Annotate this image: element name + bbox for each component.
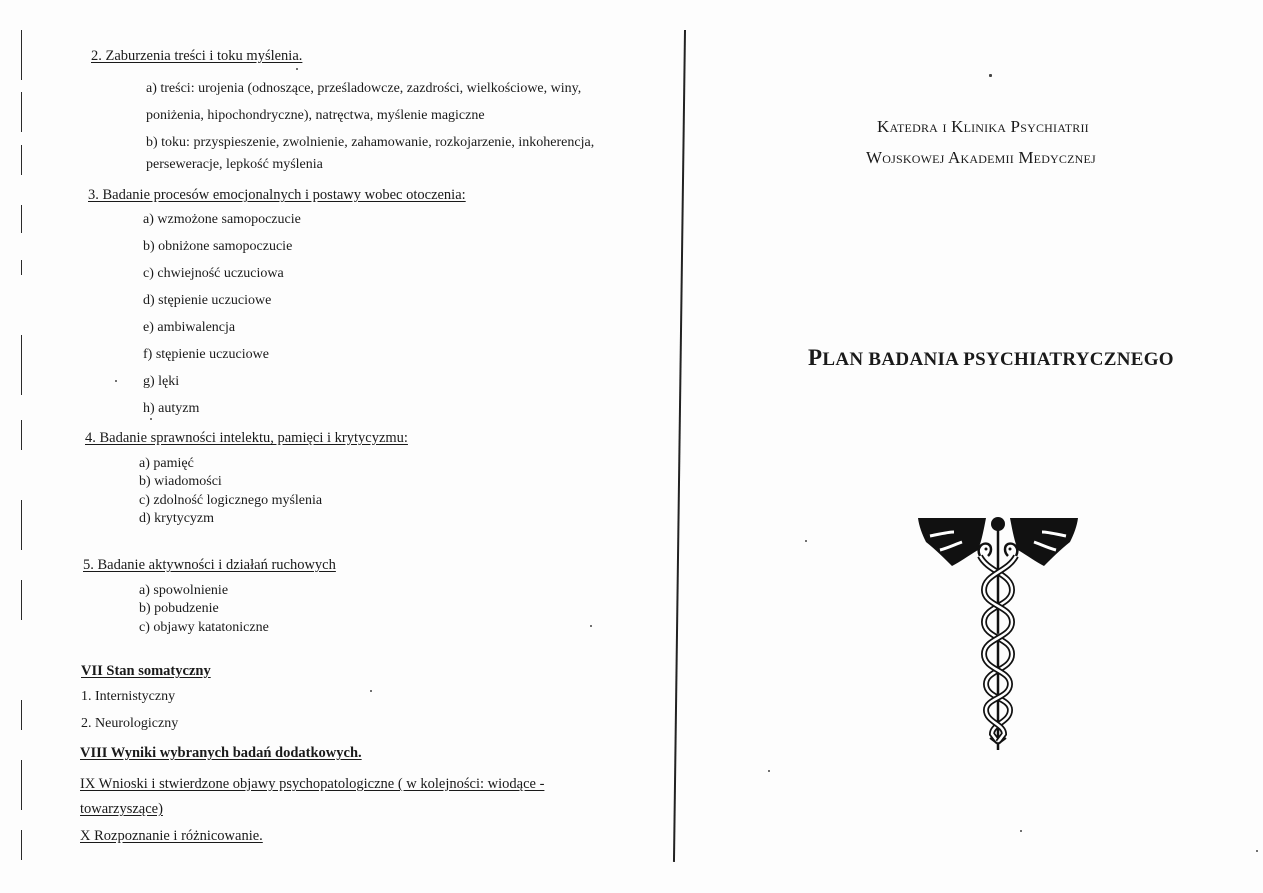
section-3-heading: 3. Badanie procesów emocjonalnych i postawy wobec otoczenia: [88, 187, 466, 203]
section-8-heading: VIII Wyniki wybranych badań dodatkowych. [80, 745, 362, 761]
section-5-item: c) objawy katatoniczne [139, 620, 269, 635]
institution-line-2: Wojskowej Akademii Medycznej [866, 148, 1096, 167]
scan-speck [370, 690, 372, 692]
scan-speck [1020, 830, 1022, 832]
institution-line-1: Katedra i Klinika Psychiatrii [877, 117, 1089, 136]
right-page-cover [690, 0, 1263, 893]
caduceus-icon [916, 512, 1080, 752]
section-2-item-a-line2: poniżenia, hipochondryczne), natręctwa, myślenie magiczne [146, 108, 485, 123]
scan-speck [590, 625, 592, 627]
section-3-item: e) ambiwalencja [143, 320, 236, 335]
section-2-item-a-line1: a) treści: urojenia (odnoszące, prześladowcze, zazdrości, wielkościowe, winy, [146, 81, 582, 96]
scan-speck [997, 633, 999, 635]
section-3-item: f) stępienie uczuciowe [143, 347, 269, 362]
section-4-item: c) zdolność logicznego myślenia [139, 493, 323, 508]
section-5-item: a) spowolnienie [139, 583, 229, 598]
scan-speck [150, 418, 152, 420]
section-5-heading: 5. Badanie aktywności i działań ruchowych [83, 557, 336, 573]
scan-speck [768, 770, 770, 772]
section-7-item: 2. Neurologiczny [81, 716, 179, 731]
scan-speck [1256, 850, 1258, 852]
section-7-heading: VII Stan somatyczny [81, 663, 211, 679]
scan-speck [115, 380, 117, 382]
section-10-heading: X Rozpoznanie i różnicowanie. [80, 828, 263, 844]
document-title [808, 345, 1174, 371]
section-9-heading-line2: towarzyszące) [80, 801, 163, 817]
section-4-item: a) pamięć [139, 456, 194, 471]
section-3-item: c) chwiejność uczuciowa [143, 266, 284, 281]
scan-speck [296, 68, 298, 70]
section-3-item: h) autyzm [143, 401, 200, 416]
section-2-item-b-line1: b) toku: przyspieszenie, zwolnienie, zahamowanie, rozkojarzenie, inkoherencja, [146, 135, 595, 150]
section-3-item: b) obniżone samopoczucie [143, 239, 293, 254]
section-3-item: a) wzmożone samopoczucie [143, 212, 301, 227]
title-initial: P [808, 345, 823, 370]
scan-speck [805, 540, 807, 542]
section-9-heading-line1: IX Wnioski i stwierdzone objawy psychopatologiczne ( w kolejności: wiodące - [80, 776, 545, 792]
section-4-item: d) krytycyzm [139, 511, 215, 526]
section-3-item: g) lęki [143, 374, 180, 389]
section-7-item: 1. Internistyczny [81, 689, 176, 704]
section-4-heading: 4. Badanie sprawności intelektu, pamięci i krytycyzmu: [85, 430, 408, 446]
section-5-item: b) pobudzenie [139, 601, 219, 616]
title-rest: LAN BADANIA PSYCHIATRYCZNEGO [822, 349, 1174, 370]
scan-speck [989, 74, 992, 77]
section-4-item: b) wiadomości [139, 474, 222, 489]
section-2-item-b-line2: perseweracje, lepkość myślenia [146, 157, 323, 172]
section-3-item: d) stępienie uczuciowe [143, 293, 272, 308]
section-2-heading: 2. Zaburzenia treści i toku myślenia. [91, 48, 303, 64]
